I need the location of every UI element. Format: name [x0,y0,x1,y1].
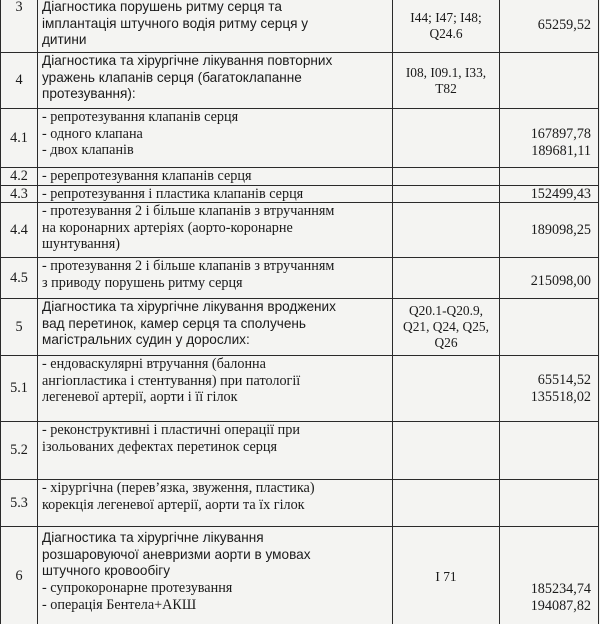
code-line: I44; I47; I48; [410,9,482,25]
row-description [38,109,393,168]
description-line: Діагностика та хірургічне лікування повторних [42,53,333,68]
diagnosis-code [393,185,500,203]
row-description [38,480,393,527]
price-cell [500,356,599,422]
description-line: - одного клапана [42,125,143,142]
row-number: 5.1 [1,356,38,422]
row-number: 6 [1,527,38,624]
description-line: вад перетинок, камер серця та сполучень [42,315,306,331]
description-line: Діагностика та хірургічне лікування [42,530,264,546]
code-line: T82 [435,80,457,96]
table-row [1,356,599,422]
diagnosis-code [393,203,500,258]
row-description [38,299,393,356]
description-line: легеневої артерії, аорти і її гілок [42,389,238,406]
price-cell [500,0,599,53]
row-description [38,185,393,203]
row-number: 4 [1,53,38,109]
price-cell [500,258,599,299]
row-number: 4.2 [1,168,38,186]
table-row [1,480,599,527]
row-description [38,168,393,186]
price-cell [500,299,599,356]
price-value: 185234,74 [530,581,591,598]
description-line: - супрокоронарне протезування [42,579,233,596]
row-number: 5.2 [1,422,38,480]
price-cell [500,185,599,203]
description-line: - ререпротезування клапанів серця [42,168,252,184]
description-line: імплантація штучного водія ритму серця у [42,15,309,31]
price-value: 135518,02 [530,388,591,405]
price-value: 152499,43 [530,185,591,202]
price-value: 189681,11 [531,142,591,159]
diagnosis-code [393,53,500,109]
price-cell [500,203,599,258]
row-description [38,53,393,109]
description-line: штучного кровообігу [42,563,171,579]
description-line: на коронарних артеріях (аорто-коронарне [42,219,293,236]
description-line: - протезування 2 і більше клапанів з втручанням [42,258,335,275]
description-line: - протезування 2 і більше клапанів з втручанням [42,203,335,220]
price-value: 189098,25 [530,221,591,238]
description-line: - ендоваскулярні втручання (балонна [42,356,266,373]
price-cell [500,168,599,186]
price-value: 65514,52 [537,372,591,389]
code-line: Q26 [434,335,458,351]
table-row [1,299,599,356]
price-value: 65259,52 [537,17,591,34]
row-number: 4.4 [1,203,38,258]
diagnosis-code [393,422,500,480]
diagnosis-code [393,480,500,527]
row-description [38,422,393,480]
row-number: 4.5 [1,258,38,299]
code-line: I 71 [435,568,457,584]
description-line: - хірургічна (перев’язка, звуження, пластика) [42,480,315,497]
description-line: магістральних судин у дорослих: [42,332,250,348]
table-row [1,109,599,168]
description-line: - репротезування і пластика клапанів серця [42,185,304,202]
row-number: 5 [1,299,38,356]
diagnosis-code [393,258,500,299]
description-line: Діагностика порушень ритму серця та [42,0,282,14]
code-line: Q21, Q24, Q25, [403,319,489,335]
description-line: ізольованих дефектах перетинок серця [42,438,278,455]
table-row [1,168,599,186]
table-row [1,185,599,203]
description-line: протезування): [42,86,136,102]
code-line: I08, I09.1, I33, [405,64,487,80]
price-cell [500,109,599,168]
row-description [38,0,393,53]
row-description [38,258,393,299]
price-value: 215098,00 [530,273,591,290]
table-row [1,258,599,299]
description-line: ангіопластика і стентування) при патології [42,372,301,389]
description-line: корекція легеневої артерії, аорти та їх гілок [42,496,305,513]
price-value: 167897,78 [530,126,591,142]
row-number: 5.3 [1,480,38,527]
code-line: Q24.6 [429,25,463,41]
row-number: 4.1 [1,109,38,168]
description-line: - реконструктивні і пластичні операції при [42,422,300,439]
table-row [1,422,599,480]
description-line: - операція Бентела+АКШ [42,596,197,613]
price-cell [500,422,599,480]
table-row [1,203,599,258]
row-number: 3 [1,0,38,53]
description-line: з приводу порушень ритму серця [42,274,243,291]
row-description [38,203,393,258]
diagnosis-code [393,0,500,53]
table-row [1,527,599,624]
description-line: - двох клапанів [42,142,134,159]
table-row [1,0,599,53]
diagnosis-code [393,109,500,168]
description-line: уражень клапанів серця (багатоклапанне [42,69,302,85]
price-cell [500,53,599,109]
table-row [1,53,599,109]
diagnosis-code [393,356,500,422]
price-value: 194087,82 [530,597,591,614]
description-line: дитини [42,32,87,48]
description-line: Діагностика та хірургічне лікування вроджених [42,299,336,315]
price-cell [500,527,599,624]
description-line: шунтування) [42,236,120,253]
diagnosis-code [393,168,500,186]
row-number: 4.3 [1,185,38,203]
description-line: розшаровуючої аневризми аорти в умовах [42,546,311,562]
description-line: - репротезування клапанів серця [42,109,239,125]
row-description [38,356,393,422]
row-description [38,527,393,624]
code-line: Q20.1-Q20.9, [408,303,483,319]
diagnosis-code [393,299,500,356]
price-cell [500,480,599,527]
diagnosis-code [393,527,500,624]
